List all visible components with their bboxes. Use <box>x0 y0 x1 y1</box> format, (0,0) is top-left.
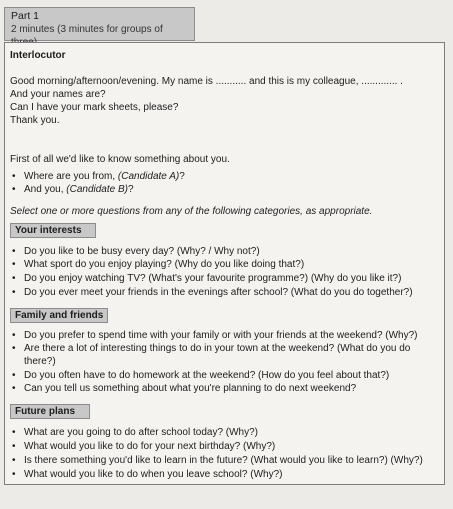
bullet-icon: • <box>12 343 16 354</box>
section-title-your-interests: Your interests <box>10 223 96 238</box>
bullet-icon: • <box>12 469 16 480</box>
question: Is there something you'd like to learn in the future? (What would you like to learn?) (Why?) <box>24 455 423 466</box>
interlocutor-box <box>4 42 445 485</box>
intro-line: Can I have your mark sheets, please? <box>10 102 179 113</box>
question: Do you ever meet your friends in the evenings after school? (What do you do together?) <box>24 287 413 298</box>
bullet-icon: • <box>12 246 16 257</box>
question: Do you enjoy watching TV? (What's your favourite programme?) (Why do you like it?) <box>24 273 402 284</box>
section-title-future-plans: Future plans <box>10 404 90 419</box>
bullet-icon: • <box>12 184 16 195</box>
bullet-icon: • <box>12 455 16 466</box>
bullet-icon: • <box>12 273 16 284</box>
part-header <box>4 7 195 41</box>
section-title-family-and-friends: Family and friends <box>10 308 108 323</box>
instruction: Select one or more questions from any of the following categories, as appropriate. <box>10 206 373 217</box>
bullet-icon: • <box>12 287 16 298</box>
bullet-icon: • <box>12 383 16 394</box>
part-duration: 2 minutes (3 minutes for groups of <box>11 24 163 35</box>
question: What sport do you enjoy playing? (Why do you like doing that?) <box>24 259 305 270</box>
bullet-icon: • <box>12 370 16 381</box>
question: Do you prefer to spend time with your family or with your friends at the weekend? (Why?) <box>24 330 418 341</box>
part-title: Part 1 <box>11 10 40 22</box>
question: What would you like to do when you leave school? (Why?) <box>24 469 283 480</box>
question: Do you like to be busy every day? (Why? / Why not?) <box>24 246 260 257</box>
intro-line: Thank you. <box>10 115 60 126</box>
bullet-icon: • <box>12 441 16 452</box>
intro-line: Good morning/afternoon/evening. My name is ........... and this is my colleague, ............. . <box>10 76 403 87</box>
question: What would you like to do for your next birthday? (Why?) <box>24 441 276 452</box>
intro-line: And your names are? <box>10 89 106 100</box>
question: What are you going to do after school today? (Why?) <box>24 427 259 438</box>
question: Are there a lot of interesting things to do in your town at the weekend? (What do you do <box>24 343 411 354</box>
candidate-question: Where are you from, (Candidate A)? <box>24 171 185 182</box>
question: Do you often have to do homework at the weekend? (How do you feel about that?) <box>24 370 390 381</box>
first-line: First of all we'd like to know something about you. <box>10 154 230 165</box>
candidate-question: And you, (Candidate B)? <box>24 184 134 195</box>
bullet-icon: • <box>12 427 16 438</box>
interlocutor-heading: Interlocutor <box>10 50 66 61</box>
question-continued: there?) <box>24 356 56 367</box>
bullet-icon: • <box>12 171 16 182</box>
bullet-icon: • <box>12 259 16 270</box>
bullet-icon: • <box>12 330 16 341</box>
question: Can you tell us something about what you're planning to do next weekend? <box>24 383 357 394</box>
